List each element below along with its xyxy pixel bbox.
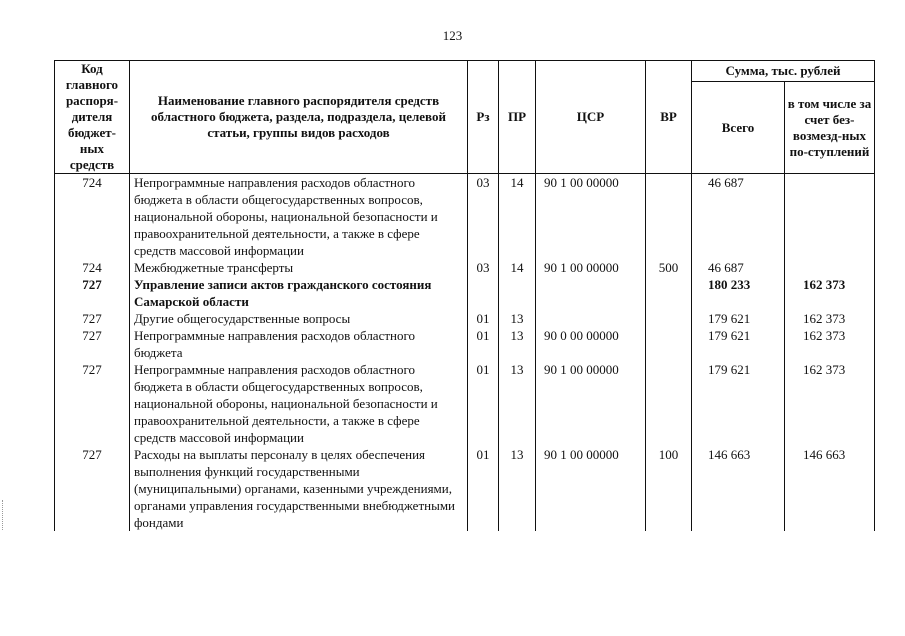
table-header	[55, 61, 875, 174]
cell-pr	[499, 276, 536, 310]
cell-grant	[785, 259, 875, 276]
cell-rz: 01	[468, 310, 499, 327]
cell-vr: 100	[646, 446, 692, 531]
cell-rz	[468, 276, 499, 310]
budget-table	[54, 60, 875, 531]
cell-code: 727	[55, 276, 130, 310]
cell-rz: 03	[468, 174, 499, 260]
cell-total: 179 621	[692, 327, 785, 361]
cell-grant	[785, 174, 875, 260]
cell-vr	[646, 174, 692, 260]
cell-vr	[646, 361, 692, 446]
table-row	[55, 446, 875, 531]
cell-csr: 90 1 00 00000	[536, 259, 646, 276]
cell-csr: 90 1 00 00000	[536, 174, 646, 260]
cell-csr: 90 1 00 00000	[536, 361, 646, 446]
cell-total: 46 687	[692, 174, 785, 260]
cell-pr: 14	[499, 174, 536, 260]
header-rz: Рз	[468, 61, 499, 174]
cell-total: 180 233	[692, 276, 785, 310]
header-pr: ПР	[499, 61, 536, 174]
table-row	[55, 310, 875, 327]
cell-pr: 13	[499, 310, 536, 327]
cell-rz: 01	[468, 327, 499, 361]
cell-csr	[536, 310, 646, 327]
cell-grant: 162 373	[785, 276, 875, 310]
table-row	[55, 276, 875, 310]
cell-vr	[646, 276, 692, 310]
cell-name: Непрограммные направления расходов областного бюджета	[130, 327, 468, 361]
table-body	[55, 174, 875, 532]
cell-code: 727	[55, 361, 130, 446]
cell-total: 146 663	[692, 446, 785, 531]
cell-vr	[646, 310, 692, 327]
cell-grant: 162 373	[785, 310, 875, 327]
cell-name: Расходы на выплаты персоналу в целях обеспечения выполнения функций государственными (муниципальными) органами, казенными учреждениями, органами управления государственными внебюджетными фондами	[130, 446, 468, 531]
header-vr: ВР	[646, 61, 692, 174]
cell-pr: 13	[499, 327, 536, 361]
header-total: Всего	[692, 82, 785, 174]
cell-vr	[646, 327, 692, 361]
cell-code: 727	[55, 310, 130, 327]
cell-grant: 162 373	[785, 361, 875, 446]
cell-pr: 13	[499, 361, 536, 446]
cell-code: 724	[55, 259, 130, 276]
table-row	[55, 259, 875, 276]
cell-rz: 03	[468, 259, 499, 276]
cell-total: 179 621	[692, 310, 785, 327]
cell-name: Другие общегосударственные вопросы	[130, 310, 468, 327]
table-row	[55, 327, 875, 361]
header-grant: в том числе за счет без-возмезд-ных по-ступлений	[785, 82, 875, 174]
cell-code: 727	[55, 446, 130, 531]
cell-pr: 14	[499, 259, 536, 276]
cell-name: Межбюджетные трансферты	[130, 259, 468, 276]
cell-grant: 146 663	[785, 446, 875, 531]
header-name: Наименование главного распорядителя средств областного бюджета, раздела, подраздела, целевой статьи, группы видов расходов	[130, 61, 468, 174]
cell-name: Управление записи актов гражданского состояния Самарской области	[130, 276, 468, 310]
cell-code: 727	[55, 327, 130, 361]
cell-rz: 01	[468, 361, 499, 446]
page-number: 123	[442, 28, 463, 43]
scan-edge-mark	[2, 500, 6, 530]
cell-vr: 500	[646, 259, 692, 276]
cell-total: 179 621	[692, 361, 785, 446]
cell-grant: 162 373	[785, 327, 875, 361]
cell-pr: 13	[499, 446, 536, 531]
header-csr: ЦСР	[536, 61, 646, 174]
cell-code: 724	[55, 174, 130, 260]
header-code: Код главного распоря-дителя бюджет-ных средств	[55, 61, 130, 174]
table-row	[55, 361, 875, 446]
cell-total: 46 687	[692, 259, 785, 276]
cell-csr: 90 1 00 00000	[536, 446, 646, 531]
header-sum: Сумма, тыс. рублей	[692, 61, 875, 82]
cell-csr: 90 0 00 00000	[536, 327, 646, 361]
table-row	[55, 174, 875, 260]
cell-name: Непрограммные направления расходов областного бюджета в области общегосударственных вопросов, национальной обороны, национальной безопасности и правоохранительной деятельности, а также в сфере средств массовой информации	[130, 174, 468, 260]
cell-csr	[536, 276, 646, 310]
cell-name: Непрограммные направления расходов областного бюджета в области общегосударственных вопросов, национальной обороны, национальной безопасности и правоохранительной деятельности, а также в сфере средств массовой информации	[130, 361, 468, 446]
cell-rz: 01	[468, 446, 499, 531]
